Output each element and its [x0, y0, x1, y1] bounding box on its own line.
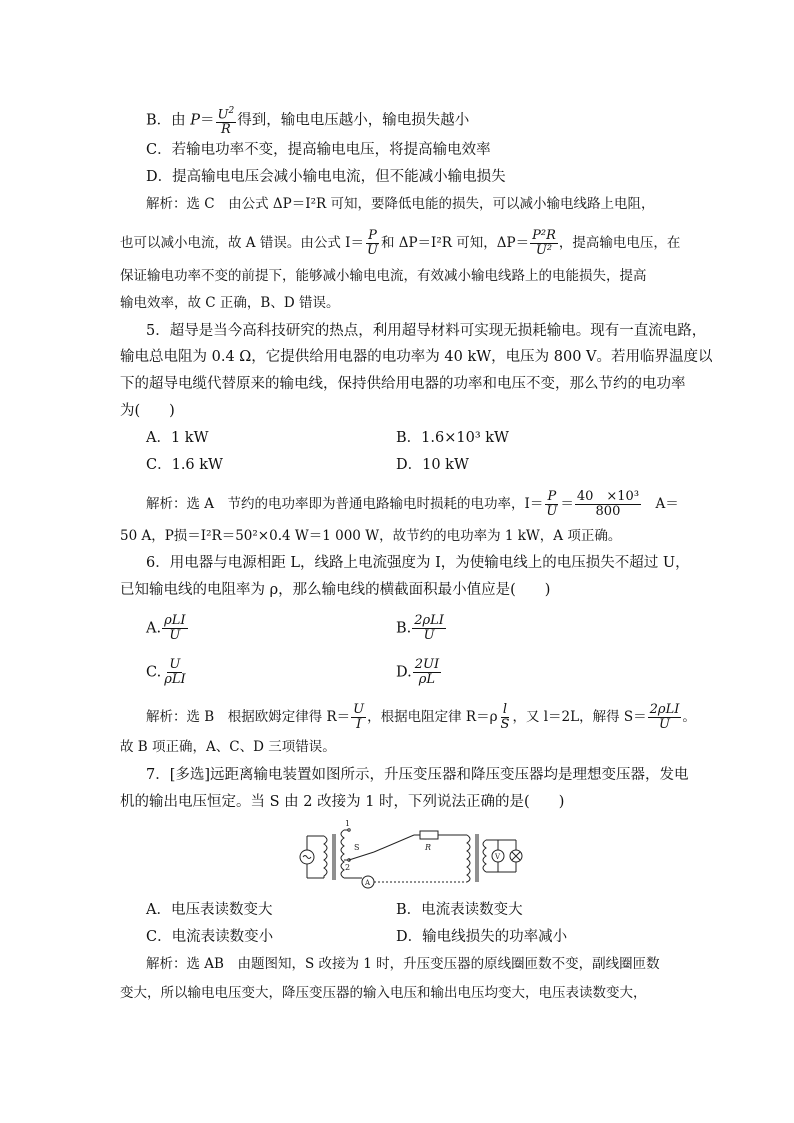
frac-den: U²: [535, 243, 553, 258]
frac-num: P: [368, 228, 377, 243]
q5-stem-line-1: 5．超导是当今高科技研究的热点，利用超导材料可实现无损耗输电。现有一直流电路，: [146, 323, 707, 339]
q5-option-d: D．10 kW: [396, 457, 469, 473]
frac-den: S: [500, 717, 510, 732]
label-voltmeter: V: [495, 853, 501, 861]
frac-num: l: [502, 702, 508, 717]
fraction: [162, 614, 187, 643]
frac-den: U: [546, 504, 558, 519]
frac-den: U: [366, 243, 378, 258]
q5-option-a: A．1 kW: [146, 430, 209, 446]
q4-option-b-suffix: 得到，输电电压越小，输电损失越小: [237, 112, 470, 129]
q5-stem-line-4: 为( ): [120, 403, 175, 419]
q7-option-c: C．电流表读数变小: [146, 929, 274, 945]
frac-num: P: [547, 489, 557, 504]
q5-stem-line-3: 下的超导电缆代替原来的输电线，保持供给用电器的功率和电压不变，那么节约的电功率: [120, 376, 686, 392]
frac-den: 800: [595, 504, 621, 519]
text: ，提高输电电压，在: [558, 235, 681, 251]
text: ，又 l＝2L，解得 S＝: [512, 709, 647, 725]
frac-den: I: [356, 717, 362, 732]
fraction: [413, 658, 441, 687]
fraction: [544, 490, 559, 519]
frac-den: U: [423, 628, 435, 643]
q5-option-b: B．1.6×10³ kW: [396, 430, 509, 446]
q5-answer-line-2: 50 A，P损＝I²R＝50²×0.4 W＝1 000 W，故节约的电功率为 1 kW，A 项正确。: [120, 528, 622, 544]
frac-den: R: [220, 122, 231, 138]
frac-num: 2ρLI: [414, 613, 444, 628]
fraction: [351, 703, 366, 732]
q4-answer-line-2: [120, 229, 680, 258]
resistor-r: [420, 831, 438, 839]
option-label: B.: [396, 620, 412, 637]
text: ，根据电阻定律 R＝ρ: [367, 709, 498, 725]
frac-den: U: [169, 628, 181, 643]
fraction: [530, 229, 558, 258]
frac-num: 2UI: [414, 657, 440, 672]
frac-num: U: [353, 702, 365, 717]
frac-den: ρLI: [164, 672, 186, 687]
q6-option-c: [146, 658, 189, 687]
frac-num: ρLI: [164, 613, 186, 628]
text: 和 ΔP＝I²R 可知，ΔP＝: [380, 235, 530, 251]
option-label: C.: [146, 664, 162, 681]
q7-option-d: D．输电线损失的功率减小: [396, 929, 568, 945]
option-label: D.: [396, 664, 412, 681]
frac-num: U: [217, 107, 229, 123]
q4-option-d: D．提高输电电压会减小输电电流，但不能减小输电损失: [146, 169, 506, 185]
text: 也可以减小电流，故 A 错误。由公式 I＝: [120, 235, 364, 251]
fraction: [499, 703, 512, 732]
q4-option-c: C．若输电功率不变，提高输电电压，将提高输电效率: [146, 142, 491, 158]
label-tap-2: 2: [345, 863, 351, 872]
frac-den: U: [659, 717, 670, 732]
option-label: A.: [146, 620, 162, 637]
q6-option-a: [146, 614, 189, 643]
q7-answer-line-2: 变大，所以输电电压变大，降压变压器的输入电压和输出电压均变大，电压表读数变大，: [120, 985, 647, 1001]
frac-sup: 2: [228, 106, 235, 116]
q7-stem-line-1: 7．[多选]远距离输电装置如图所示，升压变压器和降压变压器均是理想变压器，发电: [146, 767, 689, 783]
fraction: [162, 658, 187, 687]
q6-answer-line-1: [146, 703, 696, 732]
circuit-diagram: [292, 820, 524, 892]
q4-option-b-fraction: [216, 104, 237, 137]
label-ammeter: A: [365, 879, 371, 887]
q7-stem-line-2: 机的输出电压恒定。当 S 由 2 改接为 1 时，下列说法正确的是( ): [120, 794, 565, 810]
text: 。: [682, 709, 696, 725]
q6-stem-line-1: 6．用电器与电源相距 L，线路上电流强度为 I，为使输电线上的电压损失不超过 U，: [146, 555, 690, 571]
q6-stem-line-2: 已知输电线的电阻率为 ρ，那么输电线的横截面积最小值应是( ): [120, 582, 551, 598]
q6-option-d: [396, 658, 442, 687]
q4-answer-line-1: 解析：选 C 由公式 ΔP＝I²R 可知，要降低电能的损失，可以减小输电线路上电阻，: [146, 196, 655, 212]
text: 解析：选 A 节约的电功率即为普通电路输电时损耗的电功率，I＝: [146, 496, 544, 512]
q4-option-b-prefix: B．由: [146, 112, 191, 129]
frac-den: ρL: [418, 672, 436, 687]
q4-option-b-eq: ＝: [200, 112, 215, 129]
label-tap-1: 1: [345, 820, 351, 828]
q4-answer-line-4: 输电效率，故 C 正确，B、D 错误。: [120, 295, 340, 311]
q4-option-b-var: P: [190, 112, 201, 129]
q5-option-c: C．1.6 kW: [146, 457, 223, 473]
q7-option-b: B．电流表读数变大: [396, 902, 523, 918]
frac-num: 2ρLI: [649, 702, 680, 717]
frac-num: P²R: [532, 228, 556, 243]
q6-option-b: [396, 614, 447, 643]
q6-answer-line-2: 故 B 项正确，A、C、D 三项错误。: [120, 739, 336, 755]
fraction: [412, 614, 446, 643]
q7-option-a: A．电压表读数变大: [146, 902, 273, 918]
label-resistor-r: R: [425, 843, 432, 852]
fraction: [365, 229, 380, 258]
label-switch-s: S: [354, 843, 360, 852]
frac-num: U: [169, 657, 181, 672]
fraction: [648, 703, 682, 732]
q7-answer-line-1: 解析：选 AB 由题图知，S 改接为 1 时，升压变压器的原线圈匝数不变，副线圈匝数: [146, 956, 660, 972]
q4-option-b: [146, 104, 469, 137]
frac-num: 40 ×10³: [576, 489, 640, 504]
text: 解析：选 B 根据欧姆定律得 R＝: [146, 709, 351, 725]
q5-stem-line-2: 输电总电阻为 0.4 Ω，它提供给用电器的电功率为 40 kW，电压为 800 V。若用临界温度以: [120, 349, 713, 365]
q5-answer-line-1: [146, 490, 679, 519]
q4-answer-line-3: 保证输电功率不变的前提下，能够减小输电电流，有效减小输电线路上的电能损失，提高: [120, 268, 647, 284]
text: A＝: [642, 496, 679, 512]
fraction: [575, 490, 641, 519]
text: ＝: [560, 496, 574, 512]
